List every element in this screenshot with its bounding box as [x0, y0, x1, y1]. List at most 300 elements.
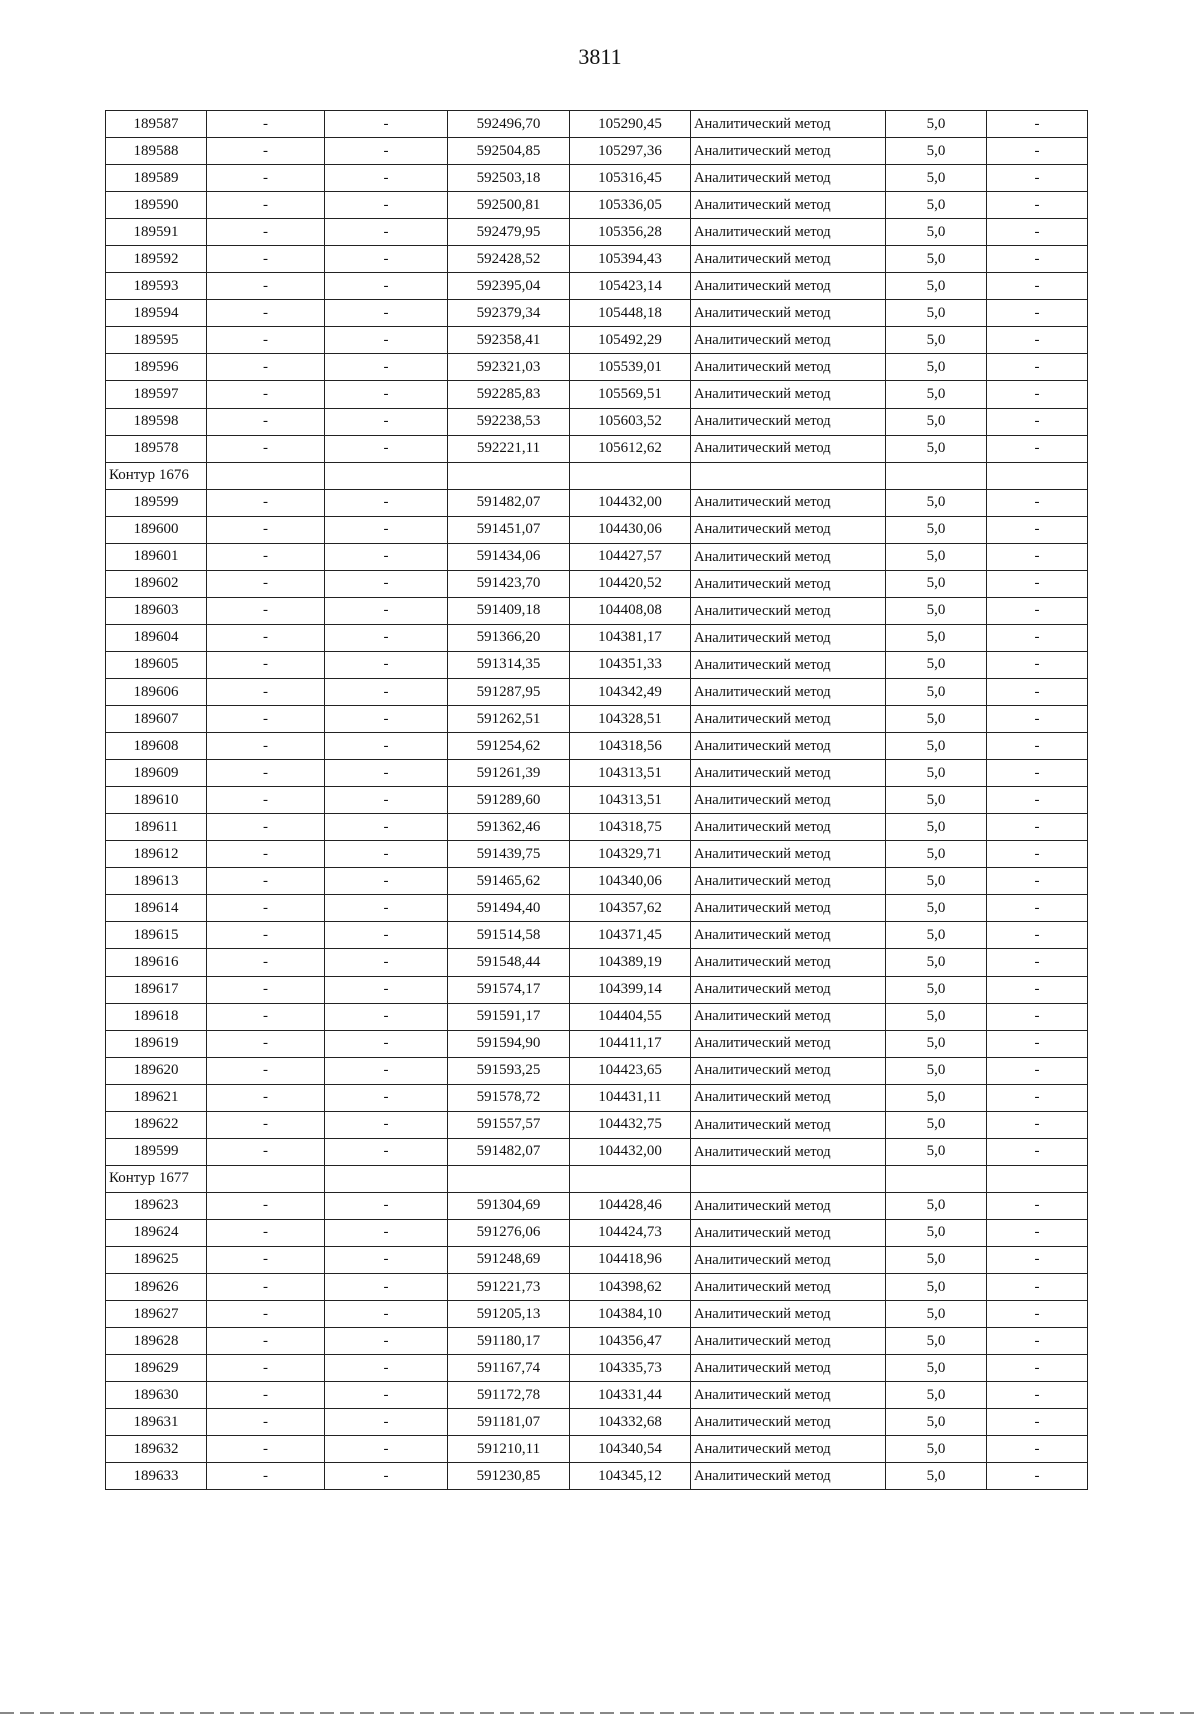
dash-cell: - [325, 1219, 448, 1246]
point-number-cell: 189615 [106, 922, 207, 949]
point-number-cell: 189599 [106, 1138, 207, 1165]
y-coordinate-cell: 104432,00 [570, 1138, 691, 1165]
dash-cell: - [987, 922, 1088, 949]
empty-cell [207, 462, 325, 489]
accuracy-cell: 5,0 [886, 327, 987, 354]
dash-cell: - [987, 111, 1088, 138]
x-coordinate-cell: 591254,62 [448, 733, 570, 760]
dash-cell: - [207, 165, 325, 192]
point-number-cell: 189611 [106, 814, 207, 841]
accuracy-cell: 5,0 [886, 597, 987, 624]
dash-cell: - [987, 1436, 1088, 1463]
y-coordinate-cell: 104420,52 [570, 570, 691, 597]
dash-cell: - [325, 1138, 448, 1165]
dash-cell: - [987, 1084, 1088, 1111]
empty-cell [448, 462, 570, 489]
method-cell: Аналитический метод [691, 1301, 886, 1328]
dash-cell: - [207, 489, 325, 516]
dash-cell: - [207, 246, 325, 273]
y-coordinate-cell: 105612,62 [570, 435, 691, 462]
dash-cell: - [325, 733, 448, 760]
table-body [106, 111, 1088, 1490]
accuracy-cell: 5,0 [886, 219, 987, 246]
table-row [106, 138, 1088, 165]
table-row [106, 1192, 1088, 1219]
dash-cell: - [987, 246, 1088, 273]
method-cell: Аналитический метод [691, 787, 886, 814]
dash-cell: - [325, 787, 448, 814]
empty-cell [691, 1165, 886, 1192]
empty-cell [691, 462, 886, 489]
point-number-cell: 189628 [106, 1328, 207, 1355]
point-number-cell: 189589 [106, 165, 207, 192]
y-coordinate-cell: 104313,51 [570, 760, 691, 787]
y-coordinate-cell: 104430,06 [570, 516, 691, 543]
accuracy-cell: 5,0 [886, 273, 987, 300]
method-cell: Аналитический метод [691, 381, 886, 408]
point-number-cell: 189601 [106, 543, 207, 570]
x-coordinate-cell: 591287,95 [448, 678, 570, 705]
table-row [106, 1328, 1088, 1355]
dash-cell: - [987, 841, 1088, 868]
y-coordinate-cell: 104423,65 [570, 1057, 691, 1084]
y-coordinate-cell: 104384,10 [570, 1301, 691, 1328]
x-coordinate-cell: 591423,70 [448, 570, 570, 597]
table-row [106, 327, 1088, 354]
table-row [106, 1355, 1088, 1382]
y-coordinate-cell: 104431,11 [570, 1084, 691, 1111]
accuracy-cell: 5,0 [886, 1328, 987, 1355]
x-coordinate-cell: 591167,74 [448, 1355, 570, 1382]
table-row [106, 273, 1088, 300]
method-cell: Аналитический метод [691, 489, 886, 516]
accuracy-cell: 5,0 [886, 354, 987, 381]
table-row [106, 1301, 1088, 1328]
dash-cell: - [325, 651, 448, 678]
dash-cell: - [207, 273, 325, 300]
table-row [106, 435, 1088, 462]
method-cell: Аналитический метод [691, 219, 886, 246]
dash-cell: - [325, 1057, 448, 1084]
accuracy-cell: 5,0 [886, 516, 987, 543]
method-cell: Аналитический метод [691, 543, 886, 570]
dash-cell: - [207, 1409, 325, 1436]
empty-cell [570, 462, 691, 489]
accuracy-cell: 5,0 [886, 1463, 987, 1490]
y-coordinate-cell: 104418,96 [570, 1246, 691, 1273]
y-coordinate-cell: 105603,52 [570, 408, 691, 435]
dash-cell: - [325, 165, 448, 192]
point-number-cell: 189592 [106, 246, 207, 273]
dash-cell: - [207, 1463, 325, 1490]
dash-cell: - [987, 949, 1088, 976]
dash-cell: - [207, 1084, 325, 1111]
dash-cell: - [207, 1030, 325, 1057]
table-row [106, 192, 1088, 219]
dash-cell: - [325, 1409, 448, 1436]
x-coordinate-cell: 592321,03 [448, 354, 570, 381]
y-coordinate-cell: 104318,56 [570, 733, 691, 760]
dash-cell: - [325, 489, 448, 516]
point-number-cell: 189609 [106, 760, 207, 787]
y-coordinate-cell: 105297,36 [570, 138, 691, 165]
point-number-cell: 189624 [106, 1219, 207, 1246]
accuracy-cell: 5,0 [886, 1192, 987, 1219]
dash-cell: - [325, 922, 448, 949]
y-coordinate-cell: 105569,51 [570, 381, 691, 408]
y-coordinate-cell: 104356,47 [570, 1328, 691, 1355]
x-coordinate-cell: 591262,51 [448, 706, 570, 733]
dash-cell: - [325, 1246, 448, 1273]
dash-cell: - [987, 678, 1088, 705]
accuracy-cell: 5,0 [886, 111, 987, 138]
accuracy-cell: 5,0 [886, 949, 987, 976]
accuracy-cell: 5,0 [886, 678, 987, 705]
table-row [106, 1274, 1088, 1301]
method-cell: Аналитический метод [691, 1192, 886, 1219]
accuracy-cell: 5,0 [886, 1138, 987, 1165]
x-coordinate-cell: 591180,17 [448, 1328, 570, 1355]
point-number-cell: 189606 [106, 678, 207, 705]
dash-cell: - [207, 1057, 325, 1084]
x-coordinate-cell: 592379,34 [448, 300, 570, 327]
point-number-cell: 189632 [106, 1436, 207, 1463]
point-number-cell: 189616 [106, 949, 207, 976]
dash-cell: - [325, 273, 448, 300]
dash-cell: - [207, 1382, 325, 1409]
y-coordinate-cell: 104345,12 [570, 1463, 691, 1490]
accuracy-cell: 5,0 [886, 1355, 987, 1382]
dash-cell: - [207, 1246, 325, 1273]
table-row [106, 760, 1088, 787]
point-number-cell: 189631 [106, 1409, 207, 1436]
method-cell: Аналитический метод [691, 1246, 886, 1273]
point-number-cell: 189621 [106, 1084, 207, 1111]
y-coordinate-cell: 104371,45 [570, 922, 691, 949]
point-number-cell: 189610 [106, 787, 207, 814]
dash-cell: - [325, 408, 448, 435]
method-cell: Аналитический метод [691, 760, 886, 787]
accuracy-cell: 5,0 [886, 1003, 987, 1030]
x-coordinate-cell: 591172,78 [448, 1382, 570, 1409]
dash-cell: - [325, 949, 448, 976]
y-coordinate-cell: 104428,46 [570, 1192, 691, 1219]
method-cell: Аналитический метод [691, 1111, 886, 1138]
point-number-cell: 189597 [106, 381, 207, 408]
table-row [106, 1463, 1088, 1490]
x-coordinate-cell: 591514,58 [448, 922, 570, 949]
dash-cell: - [325, 192, 448, 219]
dash-cell: - [325, 597, 448, 624]
dash-cell: - [207, 868, 325, 895]
x-coordinate-cell: 592504,85 [448, 138, 570, 165]
method-cell: Аналитический метод [691, 1084, 886, 1111]
x-coordinate-cell: 591557,57 [448, 1111, 570, 1138]
table-row [106, 1409, 1088, 1436]
table-row [106, 570, 1088, 597]
dash-cell: - [325, 1084, 448, 1111]
method-cell: Аналитический метод [691, 273, 886, 300]
x-coordinate-cell: 592285,83 [448, 381, 570, 408]
dash-cell: - [207, 300, 325, 327]
accuracy-cell: 5,0 [886, 543, 987, 570]
table-row [106, 814, 1088, 841]
x-coordinate-cell: 591548,44 [448, 949, 570, 976]
dash-cell: - [207, 354, 325, 381]
dash-cell: - [987, 1057, 1088, 1084]
dash-cell: - [325, 678, 448, 705]
accuracy-cell: 5,0 [886, 922, 987, 949]
dash-cell: - [987, 1030, 1088, 1057]
empty-cell [448, 1165, 570, 1192]
dash-cell: - [207, 543, 325, 570]
x-coordinate-cell: 592500,81 [448, 192, 570, 219]
dash-cell: - [207, 219, 325, 246]
y-coordinate-cell: 104424,73 [570, 1219, 691, 1246]
y-coordinate-cell: 105492,29 [570, 327, 691, 354]
point-number-cell: 189627 [106, 1301, 207, 1328]
dash-cell: - [987, 1463, 1088, 1490]
y-coordinate-cell: 105316,45 [570, 165, 691, 192]
table-row [106, 678, 1088, 705]
method-cell: Аналитический метод [691, 1382, 886, 1409]
dash-cell: - [325, 1003, 448, 1030]
x-coordinate-cell: 591276,06 [448, 1219, 570, 1246]
x-coordinate-cell: 591210,11 [448, 1436, 570, 1463]
point-number-cell: 189587 [106, 111, 207, 138]
dash-cell: - [325, 841, 448, 868]
method-cell: Аналитический метод [691, 624, 886, 651]
y-coordinate-cell: 105336,05 [570, 192, 691, 219]
y-coordinate-cell: 104381,17 [570, 624, 691, 651]
table-row [106, 300, 1088, 327]
table-row [106, 1003, 1088, 1030]
point-number-cell: 189598 [106, 408, 207, 435]
dash-cell: - [207, 111, 325, 138]
x-coordinate-cell: 591451,07 [448, 516, 570, 543]
dash-cell: - [987, 787, 1088, 814]
accuracy-cell: 5,0 [886, 841, 987, 868]
dash-cell: - [207, 327, 325, 354]
dash-cell: - [987, 354, 1088, 381]
y-coordinate-cell: 104357,62 [570, 895, 691, 922]
dash-cell: - [325, 1355, 448, 1382]
dash-cell: - [207, 138, 325, 165]
accuracy-cell: 5,0 [886, 1030, 987, 1057]
method-cell: Аналитический метод [691, 1219, 886, 1246]
table-row [106, 651, 1088, 678]
y-coordinate-cell: 104351,33 [570, 651, 691, 678]
table-row [106, 1219, 1088, 1246]
accuracy-cell: 5,0 [886, 624, 987, 651]
dash-cell: - [987, 976, 1088, 1003]
y-coordinate-cell: 104318,75 [570, 814, 691, 841]
accuracy-cell: 5,0 [886, 976, 987, 1003]
method-cell: Аналитический метод [691, 706, 886, 733]
table-row [106, 219, 1088, 246]
dash-cell: - [325, 1274, 448, 1301]
point-number-cell: 189593 [106, 273, 207, 300]
method-cell: Аналитический метод [691, 1409, 886, 1436]
y-coordinate-cell: 104398,62 [570, 1274, 691, 1301]
accuracy-cell: 5,0 [886, 246, 987, 273]
method-cell: Аналитический метод [691, 408, 886, 435]
point-number-cell: 189622 [106, 1111, 207, 1138]
dash-cell: - [987, 1328, 1088, 1355]
accuracy-cell: 5,0 [886, 733, 987, 760]
dash-cell: - [325, 354, 448, 381]
method-cell: Аналитический метод [691, 1274, 886, 1301]
dash-cell: - [987, 1274, 1088, 1301]
accuracy-cell: 5,0 [886, 408, 987, 435]
dash-cell: - [207, 1274, 325, 1301]
y-coordinate-cell: 105539,01 [570, 354, 691, 381]
accuracy-cell: 5,0 [886, 570, 987, 597]
table-row [106, 489, 1088, 516]
method-cell: Аналитический метод [691, 1003, 886, 1030]
dash-cell: - [987, 1246, 1088, 1273]
table-row [106, 516, 1088, 543]
dash-cell: - [207, 192, 325, 219]
dash-cell: - [987, 1409, 1088, 1436]
dash-cell: - [325, 760, 448, 787]
y-coordinate-cell: 104427,57 [570, 543, 691, 570]
point-number-cell: 189617 [106, 976, 207, 1003]
page-number: 3811 [578, 44, 622, 69]
dash-cell: - [325, 706, 448, 733]
dash-cell: - [987, 706, 1088, 733]
point-number-cell: 189591 [106, 219, 207, 246]
dash-cell: - [987, 868, 1088, 895]
point-number-cell: 189612 [106, 841, 207, 868]
dash-cell: - [987, 381, 1088, 408]
x-coordinate-cell: 591221,73 [448, 1274, 570, 1301]
point-number-cell: 189602 [106, 570, 207, 597]
table-row [106, 246, 1088, 273]
y-coordinate-cell: 104432,00 [570, 489, 691, 516]
dash-cell: - [987, 895, 1088, 922]
x-coordinate-cell: 591574,17 [448, 976, 570, 1003]
method-cell: Аналитический метод [691, 1057, 886, 1084]
point-number-cell: 189623 [106, 1192, 207, 1219]
x-coordinate-cell: 591494,40 [448, 895, 570, 922]
dash-cell: - [987, 516, 1088, 543]
x-coordinate-cell: 591314,35 [448, 651, 570, 678]
x-coordinate-cell: 591230,85 [448, 1463, 570, 1490]
dash-cell: - [207, 949, 325, 976]
dash-cell: - [207, 976, 325, 1003]
dash-cell: - [325, 624, 448, 651]
point-number-cell: 189630 [106, 1382, 207, 1409]
dash-cell: - [207, 570, 325, 597]
dash-cell: - [207, 1219, 325, 1246]
accuracy-cell: 5,0 [886, 1246, 987, 1273]
point-number-cell: 189605 [106, 651, 207, 678]
dash-cell: - [207, 381, 325, 408]
dash-cell: - [325, 246, 448, 273]
x-coordinate-cell: 591593,25 [448, 1057, 570, 1084]
dash-cell: - [325, 1301, 448, 1328]
table-row [106, 543, 1088, 570]
y-coordinate-cell: 104411,17 [570, 1030, 691, 1057]
x-coordinate-cell: 591594,90 [448, 1030, 570, 1057]
point-number-cell: 189629 [106, 1355, 207, 1382]
y-coordinate-cell: 104404,55 [570, 1003, 691, 1030]
accuracy-cell: 5,0 [886, 1409, 987, 1436]
dash-cell: - [987, 624, 1088, 651]
x-coordinate-cell: 592496,70 [448, 111, 570, 138]
dash-cell: - [325, 1328, 448, 1355]
dash-cell: - [325, 868, 448, 895]
x-coordinate-cell: 591205,13 [448, 1301, 570, 1328]
point-number-cell: 189603 [106, 597, 207, 624]
x-coordinate-cell: 591248,69 [448, 1246, 570, 1273]
dash-cell: - [325, 435, 448, 462]
x-coordinate-cell: 591591,17 [448, 1003, 570, 1030]
table-row [106, 1057, 1088, 1084]
table-row [106, 895, 1088, 922]
dash-cell: - [207, 678, 325, 705]
empty-cell [207, 1165, 325, 1192]
dash-cell: - [207, 922, 325, 949]
dash-cell: - [207, 651, 325, 678]
dash-cell: - [987, 408, 1088, 435]
dash-cell: - [325, 543, 448, 570]
dash-cell: - [207, 1355, 325, 1382]
point-number-cell: 189633 [106, 1463, 207, 1490]
accuracy-cell: 5,0 [886, 760, 987, 787]
dash-cell: - [325, 895, 448, 922]
method-cell: Аналитический метод [691, 597, 886, 624]
accuracy-cell: 5,0 [886, 895, 987, 922]
dash-cell: - [987, 165, 1088, 192]
y-coordinate-cell: 104335,73 [570, 1355, 691, 1382]
method-cell: Аналитический метод [691, 246, 886, 273]
x-coordinate-cell: 592503,18 [448, 165, 570, 192]
dash-cell: - [987, 543, 1088, 570]
dash-cell: - [207, 597, 325, 624]
x-coordinate-cell: 592358,41 [448, 327, 570, 354]
dash-cell: - [207, 624, 325, 651]
x-coordinate-cell: 592395,04 [448, 273, 570, 300]
point-number-cell: 189625 [106, 1246, 207, 1273]
method-cell: Аналитический метод [691, 651, 886, 678]
dash-cell: - [987, 1111, 1088, 1138]
dash-cell: - [207, 435, 325, 462]
dash-cell: - [207, 1192, 325, 1219]
empty-cell [886, 462, 987, 489]
x-coordinate-cell: 592428,52 [448, 246, 570, 273]
dash-cell: - [987, 733, 1088, 760]
method-cell: Аналитический метод [691, 976, 886, 1003]
method-cell: Аналитический метод [691, 165, 886, 192]
method-cell: Аналитический метод [691, 327, 886, 354]
accuracy-cell: 5,0 [886, 1219, 987, 1246]
x-coordinate-cell: 591482,07 [448, 489, 570, 516]
dash-cell: - [207, 895, 325, 922]
point-number-cell: 189619 [106, 1030, 207, 1057]
x-coordinate-cell: 591439,75 [448, 841, 570, 868]
dash-cell: - [207, 408, 325, 435]
accuracy-cell: 5,0 [886, 435, 987, 462]
dash-cell: - [207, 1003, 325, 1030]
y-coordinate-cell: 104342,49 [570, 678, 691, 705]
accuracy-cell: 5,0 [886, 192, 987, 219]
y-coordinate-cell: 104399,14 [570, 976, 691, 1003]
dash-cell: - [325, 219, 448, 246]
method-cell: Аналитический метод [691, 111, 886, 138]
y-coordinate-cell: 105448,18 [570, 300, 691, 327]
